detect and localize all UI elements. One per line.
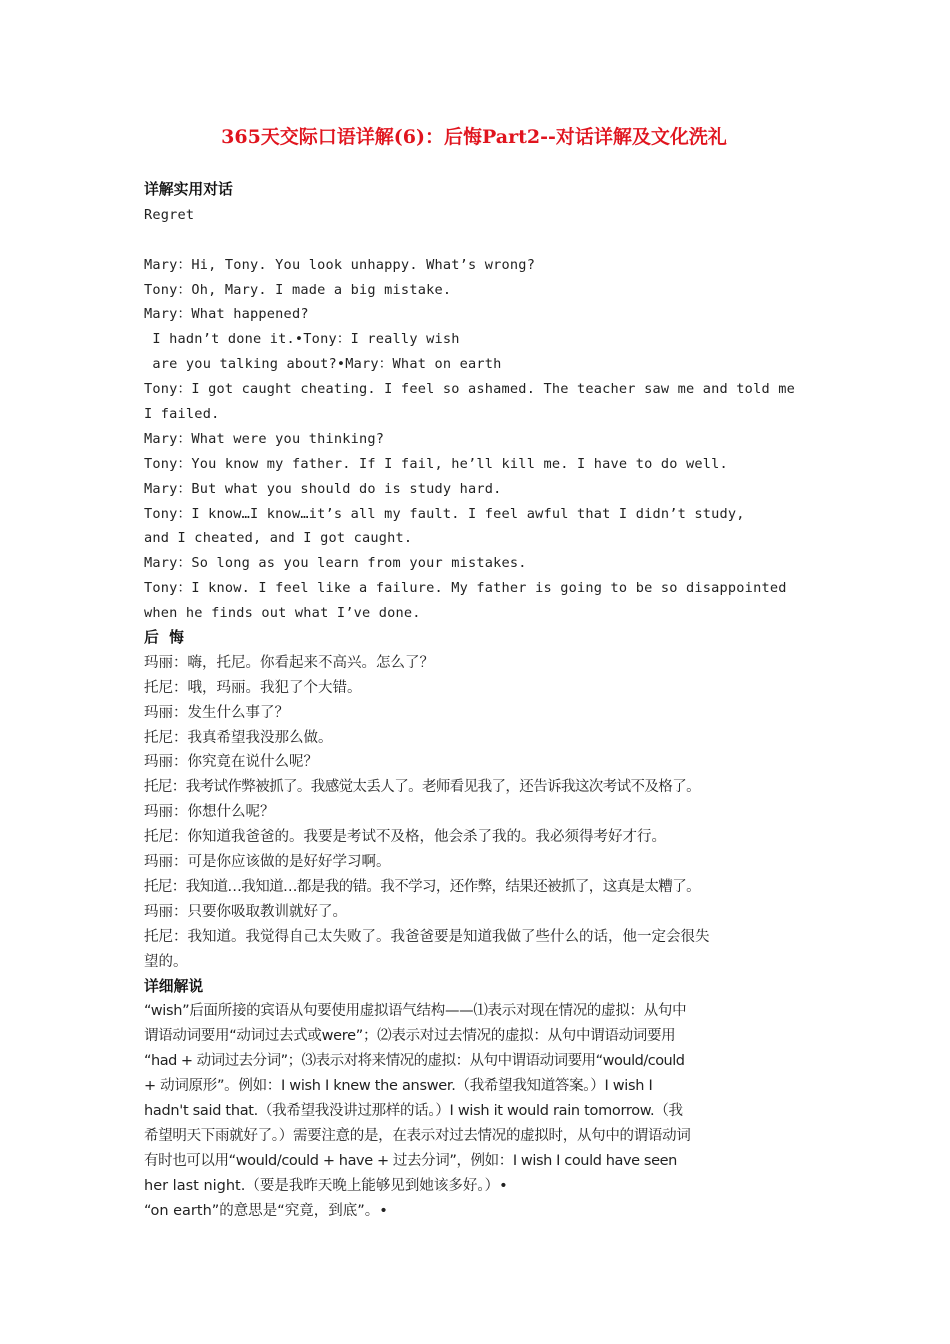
section-heading-dialogue: 详解实用对话 <box>144 181 233 198</box>
dialogue-subtitle: Regret <box>144 206 195 223</box>
chinese-line: 玛丽：只要你吸取教训就好了。 <box>144 903 347 920</box>
english-line: Mary：What happened? <box>144 306 309 323</box>
explanation-line: 谓语动词要用“动词过去式或were”；⑵表示对过去情况的虚拟：从句中谓语动词要用 <box>144 1028 676 1045</box>
explanation-line: + 动词原形”。例如：I wish I knew the answer.（我希望我知道答案。）I wish I <box>144 1078 653 1095</box>
dialogue-section-chinese <box>144 626 814 974</box>
chinese-line: 望的。 <box>144 953 188 970</box>
english-line: Mary：What were you thinking? <box>144 430 385 447</box>
chinese-line: 托尼：我真希望我没那么做。 <box>144 729 333 746</box>
section-heading-regret: 后 悔 <box>144 629 184 647</box>
chinese-line: 托尼：哦，玛丽。我犯了个大错。 <box>144 679 362 696</box>
chinese-line: 托尼：你知道我爸爸的。我要是考试不及格，他会杀了我的。我必须得考好才行。 <box>144 829 666 846</box>
explanation-line: “on earth”的意思是“究竟，到底”。• <box>144 1202 388 1219</box>
english-line: when he finds out what I’ve done. <box>144 605 421 622</box>
explanation-section <box>144 975 814 1224</box>
blank-line <box>144 228 814 253</box>
english-line: Tony：You know my father. If I fail, he’ll kill me. I have to do well. <box>144 455 728 472</box>
english-line: Mary：Hi, Tony. You look unhappy. What’s wrong? <box>144 256 536 273</box>
english-line: are you talking about?•Mary：What on earth <box>144 356 502 373</box>
page-title: 365天交际口语详解(6)：后悔Part2--对话详解及文化洗礼 <box>221 126 727 148</box>
english-line: Tony：I got caught cheating. I feel so ashamed. The teacher saw me and told me <box>144 381 795 398</box>
english-line: Mary：But what you should do is study hard. <box>144 480 502 497</box>
english-line: Tony：Oh, Mary. I made a big mistake. <box>144 281 452 298</box>
english-line: and I cheated, and I got caught. <box>144 530 413 547</box>
chinese-line: 托尼：我知道…我知道…都是我的错。我不学习，还作弊，结果还被抓了，这真是太糟了。 <box>144 878 700 895</box>
chinese-line: 玛丽：发生什么事了？ <box>144 704 289 721</box>
chinese-line: 玛丽：嗨，托尼。你看起来不高兴。怎么了？ <box>144 654 434 671</box>
explanation-line: her last night.（要是我昨天晚上能够见到她该多好。）• <box>144 1177 508 1194</box>
english-line: I hadn’t done it.•Tony：I really wish <box>144 331 460 348</box>
chinese-line: 托尼：我知道。我觉得自己太失败了。我爸爸要是知道我做了些什么的话，他一定会很失 <box>144 928 710 945</box>
explanation-line: 有时也可以用“would/could + have + 过去分词”，例如：I wish I could have seen <box>144 1152 677 1169</box>
explanation-line: “wish”后面所接的宾语从句要使用虚拟语气结构——⑴表示对现在情况的虚拟：从句中 <box>144 1003 687 1020</box>
chinese-line: 托尼：我考试作弊被抓了。我感觉太丢人了。老师看见我了，还告诉我这次考试不及格了。 <box>144 779 700 796</box>
english-line: Tony：I know. I feel like a failure. My father is going to be so disappointed <box>144 580 787 597</box>
section-heading-explanation: 详细解说 <box>144 977 204 995</box>
explanation-line: “had + 动词过去分词”；⑶表示对将来情况的虚拟：从句中谓语动词要用“would/could <box>144 1053 685 1070</box>
document-page <box>144 118 814 1223</box>
explanation-line: 希望明天下雨就好了。）需要注意的是，在表示对过去情况的虚拟时，从句中的谓语动词 <box>144 1127 691 1144</box>
explanation-line: hadn't said that.（我希望我没讲过那样的话。）I wish it would rain tomorrow.（我 <box>144 1102 683 1119</box>
english-line: Mary：So long as you learn from your mistakes. <box>144 555 527 572</box>
english-line: Tony：I know…I know…it’s all my fault. I feel awful that I didn’t study, <box>144 505 745 522</box>
chinese-line: 玛丽：可是你应该做的是好好学习啊。 <box>144 854 391 871</box>
english-line: I failed. <box>144 406 220 423</box>
dialogue-section-english <box>144 178 814 626</box>
chinese-line: 玛丽：你想什么呢？ <box>144 804 275 821</box>
chinese-line: 玛丽：你究竟在说什么呢？ <box>144 754 318 771</box>
